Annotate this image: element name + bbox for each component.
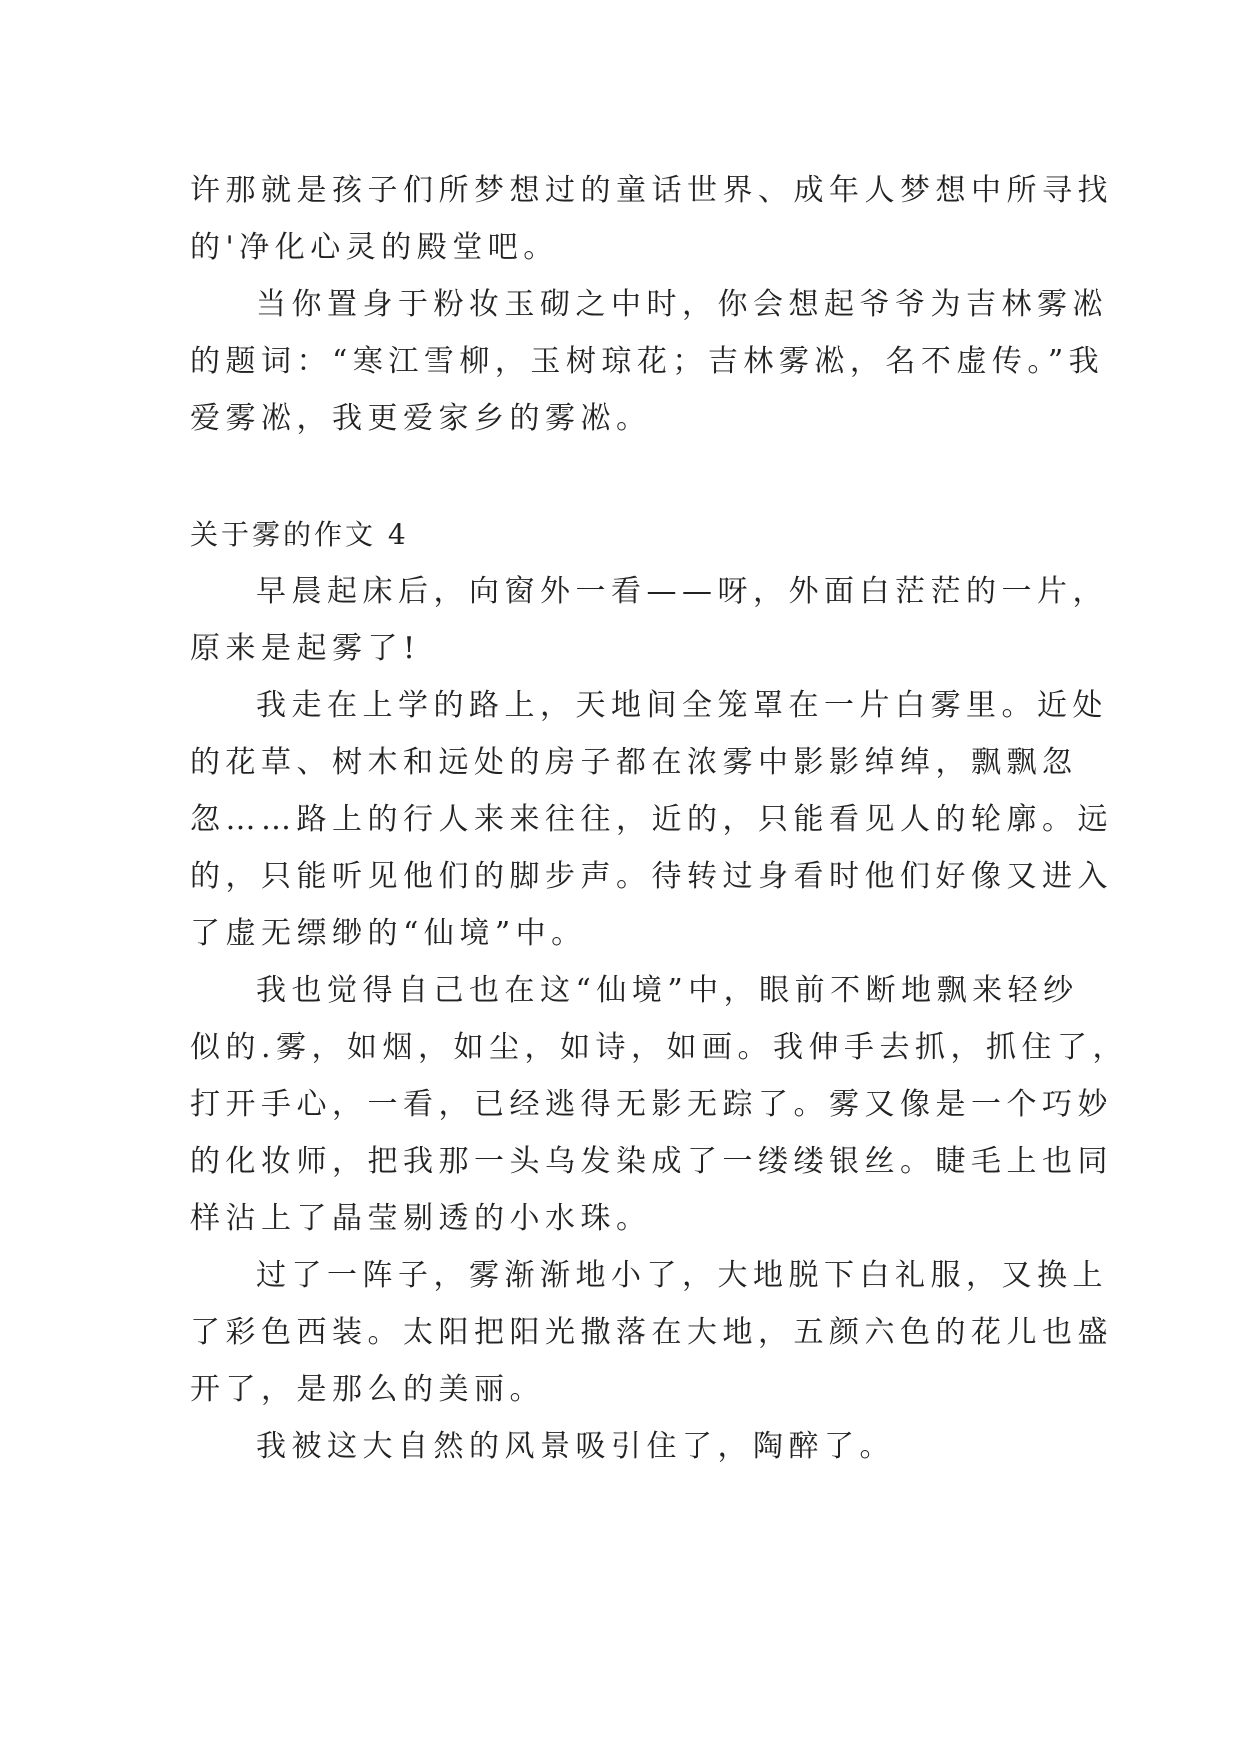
paragraph-start-line: 我也觉得自己也在这“仙境”中，眼前不断地飘来轻纱 bbox=[256, 973, 1079, 1008]
text-line: 样沾上了晶莹剔透的小水珠。 bbox=[190, 1201, 652, 1236]
text-line: 的花草、树木和远处的房子都在浓雾中影影绰绰，飘飘忽 bbox=[190, 745, 1078, 780]
text-line: 忽……路上的行人来来往往，近的，只能看见人的轮廓。远 bbox=[190, 802, 1113, 837]
text-line: 了虚无缥缈的“仙境”中。 bbox=[190, 916, 587, 951]
paragraph-start-line: 当你置身于粉妆玉砌之中时，你会想起爷爷为吉林雾凇 bbox=[256, 287, 1108, 322]
text-line: 原来是起雾了! bbox=[190, 631, 421, 666]
paragraph-start-line: 我走在上学的路上，天地间全笼罩在一片白雾里。近处 bbox=[256, 688, 1108, 723]
text-line: 爱雾凇，我更爱家乡的雾凇。 bbox=[190, 401, 652, 436]
paragraph-start-line: 早晨起床后，向窗外一看——呀，外面白茫茫的一片， bbox=[256, 574, 1108, 609]
essay-title: 关于雾的作文 4 bbox=[190, 518, 409, 551]
text-line: 开了，是那么的美丽。 bbox=[190, 1372, 545, 1407]
text-line: 了彩色西装。太阳把阳光撒落在大地，五颜六色的花儿也盛 bbox=[190, 1315, 1113, 1350]
text-line: 的'净化心灵的殿堂吧。 bbox=[190, 230, 559, 265]
text-line: 许那就是孩子们所梦想过的童话世界、成年人梦想中所寻找 bbox=[190, 173, 1113, 208]
text-line: 的化妆师，把我那一头乌发染成了一缕缕银丝。睫毛上也同 bbox=[190, 1144, 1113, 1179]
text-line: 似的.雾，如烟，如尘，如诗，如画。我伸手去抓，抓住了， bbox=[190, 1030, 1129, 1065]
paragraph-start-line: 我被这大自然的风景吸引住了，陶醉了。 bbox=[256, 1429, 895, 1464]
paragraph-start-line: 过了一阵子，雾渐渐地小了，大地脱下白礼服，又换上 bbox=[256, 1258, 1108, 1293]
text-line: 打开手心，一看，已经逃得无影无踪了。雾又像是一个巧妙 bbox=[190, 1087, 1113, 1122]
text-line: 的，只能听见他们的脚步声。待转过身看时他们好像又进入 bbox=[190, 859, 1113, 894]
text-line: 的题词：“寒江雪柳，玉树琼花；吉林雾凇，名不虚传。”我 bbox=[190, 344, 1105, 379]
section-spacer bbox=[190, 447, 1070, 506]
document-body bbox=[190, 162, 1129, 1475]
